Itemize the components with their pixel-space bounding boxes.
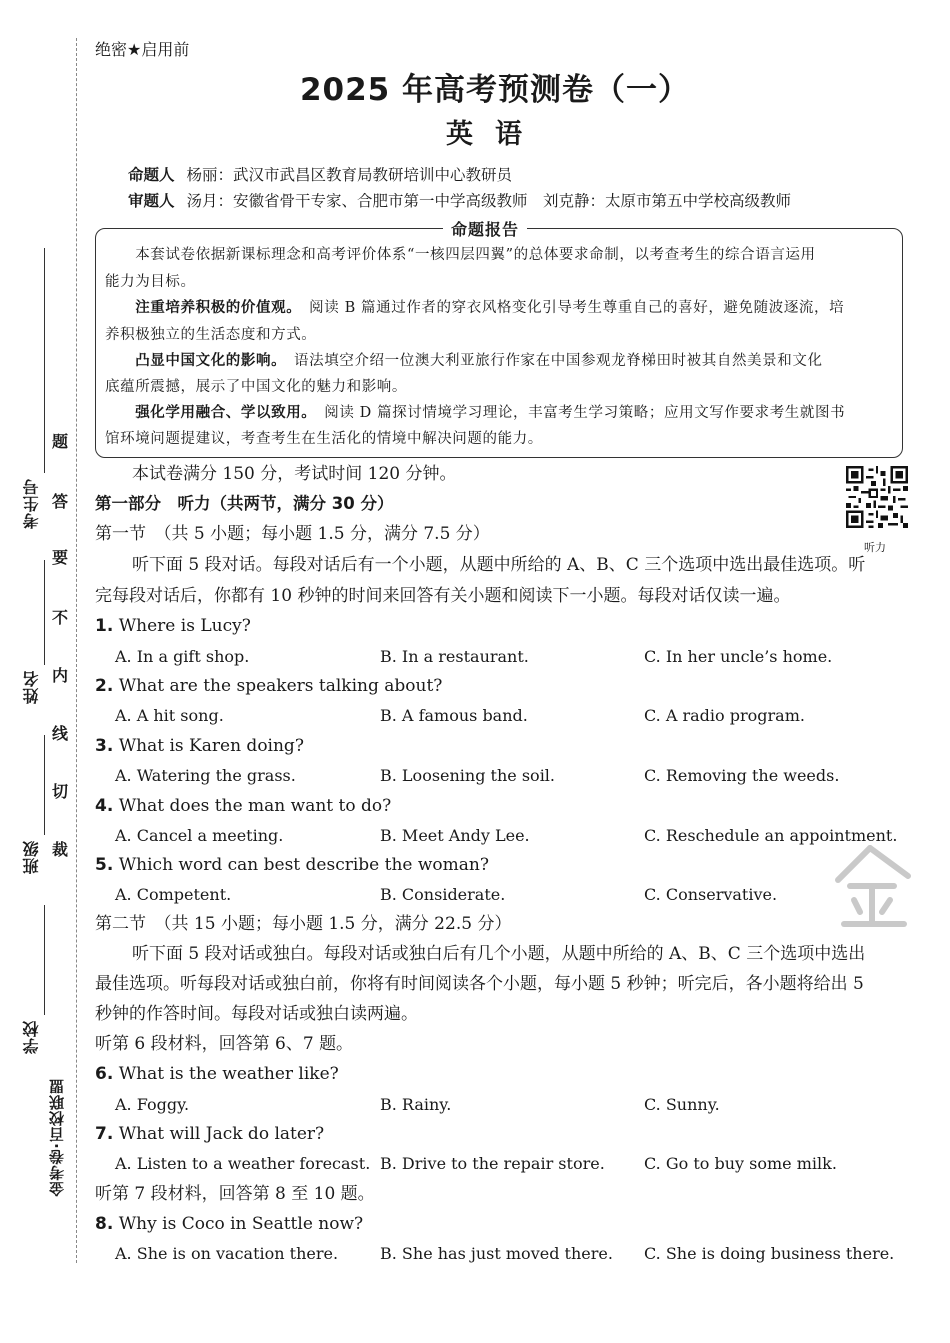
question: 2. What are the speakers talking about? [95, 676, 443, 696]
binding-margin [0, 0, 82, 1343]
school-label: 学校 [22, 1020, 41, 1054]
candidate-number-label: 考生号 [22, 478, 41, 529]
section-one-instructions: 听下面 5 段对话。每段对话后有一个小题，从题中所给的 A、B、C 三个选项中选出最佳选项。听 [132, 555, 866, 575]
reviewer-role: 审题人 [128, 192, 175, 210]
option-b[interactable]: B. Considerate. [380, 885, 506, 904]
part-one-heading: 第一部分 听力（共两节，满分 30 分） [95, 494, 394, 513]
question: 8. Why is Coco in Seattle now? [95, 1214, 364, 1234]
section-one-instructions: 完每段对话后，你都有 10 秒钟的时间来回答有关小题和阅读下一小题。每段对话仅读一遍。 [95, 586, 791, 606]
report-line: 馆环境问题提建议，考查考生在生活化的情境中解决问题的能力。 [105, 431, 543, 447]
option-b[interactable]: B. A famous band. [380, 706, 528, 725]
section-one-heading: 第一节 （共 5 小题；每小题 1.5 分，满分 7.5 分） [95, 524, 490, 544]
setter-name: 杨丽：武汉市武昌区教育局教研培训中心教研员 [186, 166, 513, 184]
name-blank[interactable] [44, 560, 45, 665]
exam-title: 2025 年高考预测卷（一） [299, 72, 691, 108]
question: 7. What will Jack do later? [95, 1124, 325, 1144]
section-two-instructions: 听下面 5 段对话或独白。每段对话或独白后有几个小题，从题中所给的 A、B、C 三个选项中选出 [132, 944, 866, 964]
binding-char: 要 [52, 548, 69, 567]
option-c[interactable]: C. In her uncle’s home. [644, 647, 833, 666]
report-line: 底蕴所震撼，展示了中国文化的魅力和影响。 [105, 379, 407, 395]
binding-char: 答 [52, 492, 69, 511]
brand-label: 金考卷·百校联盟 [48, 1078, 66, 1197]
class-blank[interactable] [44, 735, 45, 835]
report-line: 养积极独立的生活态度和方式。 [105, 327, 317, 343]
binding-char: 裁 [52, 840, 69, 859]
binding-char: 线 [52, 724, 69, 743]
option-a[interactable]: A. Foggy. [115, 1095, 190, 1114]
binding-char: 切 [52, 782, 69, 801]
option-b[interactable]: B. Rainy. [380, 1095, 452, 1114]
option-b[interactable]: B. Meet Andy Lee. [380, 826, 530, 845]
report-line: 凸显中国文化的影响。 语法填空介绍一位澳大利亚旅行作家在中国参观龙脊梯田时被其自然美景和文化 [105, 353, 823, 369]
section-two-instructions: 最佳选项。听每段对话或独白前，你将有时间阅读各个小题，每小题 5 秒钟；听完后，各小题将给出 5 [95, 974, 864, 994]
binding-cut-line [76, 38, 77, 1263]
report-line: 强化学用融合、学以致用。 阅读 D 篇探讨情境学习理论，丰富考生学习策略；应用文写作要求考生就图书 [105, 405, 846, 421]
question: 6. What is the weather like? [95, 1064, 339, 1084]
binding-char: 不 [52, 608, 69, 627]
report-line: 能力为目标。 [105, 274, 196, 290]
option-a[interactable]: A. She is on vacation there. [115, 1244, 339, 1263]
option-c[interactable]: C. Sunny. [644, 1095, 720, 1114]
option-a[interactable]: A. In a gift shop. [115, 647, 250, 666]
option-c[interactable]: C. Removing the weeds. [644, 766, 840, 785]
school-blank[interactable] [44, 905, 45, 1015]
option-c[interactable]: C. Conservative. [644, 885, 778, 904]
report-title: 命题报告 [443, 217, 527, 240]
question: 3. What is Karen doing? [95, 736, 304, 756]
gold-watermark-icon [820, 840, 920, 930]
option-a[interactable]: A. Cancel a meeting. [115, 826, 284, 845]
question: 1. Where is Lucy? [95, 616, 251, 636]
confidential-mark: 绝密★启用前 [95, 40, 190, 59]
option-c[interactable]: C. Go to buy some milk. [644, 1154, 837, 1173]
option-a[interactable]: A. A hit song. [115, 706, 224, 725]
option-a[interactable]: A. Listen to a weather forecast. [115, 1154, 371, 1173]
setter-role: 命题人 [128, 166, 175, 184]
setter-row [128, 163, 512, 185]
candidate-number-blank[interactable] [44, 248, 45, 473]
option-b[interactable]: B. Loosening the soil. [380, 766, 556, 785]
question: 5. Which word can best describe the woman? [95, 855, 489, 875]
subject-title: 英语 [446, 119, 544, 150]
qr-label: 听力 [864, 541, 886, 554]
section-two-heading: 第二节 （共 15 小题；每小题 1.5 分，满分 22.5 分） [95, 914, 512, 934]
option-b[interactable]: B. In a restaurant. [380, 647, 529, 666]
binding-char: 题 [52, 432, 69, 451]
material-seven-heading: 听第 7 段材料，回答第 8 至 10 题。 [95, 1184, 375, 1204]
option-c[interactable]: C. Reschedule an appointment. [644, 826, 898, 845]
option-b[interactable]: B. She has just moved there. [380, 1244, 613, 1263]
option-b[interactable]: B. Drive to the repair store. [380, 1154, 605, 1173]
option-c[interactable]: C. She is doing business there. [644, 1244, 895, 1263]
name-label: 姓名 [22, 670, 41, 704]
option-c[interactable]: C. A radio program. [644, 706, 805, 725]
reviewer-row [128, 189, 791, 211]
material-six-heading: 听第 6 段材料，回答第 6、7 题。 [95, 1034, 354, 1054]
listening-qr-code[interactable] [846, 466, 908, 528]
exam-intro: 本试卷满分 150 分，考试时间 120 分钟。 [132, 464, 457, 484]
reviewer-names: 汤月：安徽省骨干专家、合肥市第一中学高级教师 刘克静：太原市第五中学校高级教师 [186, 192, 792, 210]
report-line: 本套试卷依据新课标理念和高考评价体系“一核四层四翼”的总体要求命制，以考查考生的综合语言运用 [105, 247, 816, 263]
binding-char: 内 [52, 666, 69, 685]
question: 4. What does the man want to do? [95, 796, 392, 816]
class-label: 班级 [22, 840, 41, 874]
option-a[interactable]: A. Competent. [115, 885, 232, 904]
report-line: 注重培养积极的价值观。 阅读 B 篇通过作者的穿衣风格变化引导考生尊重自己的喜好，避免随波逐流，培 [105, 300, 845, 316]
option-a[interactable]: A. Watering the grass. [115, 766, 296, 785]
section-two-instructions: 秒钟的作答时间。每段对话或独白读两遍。 [95, 1004, 418, 1024]
